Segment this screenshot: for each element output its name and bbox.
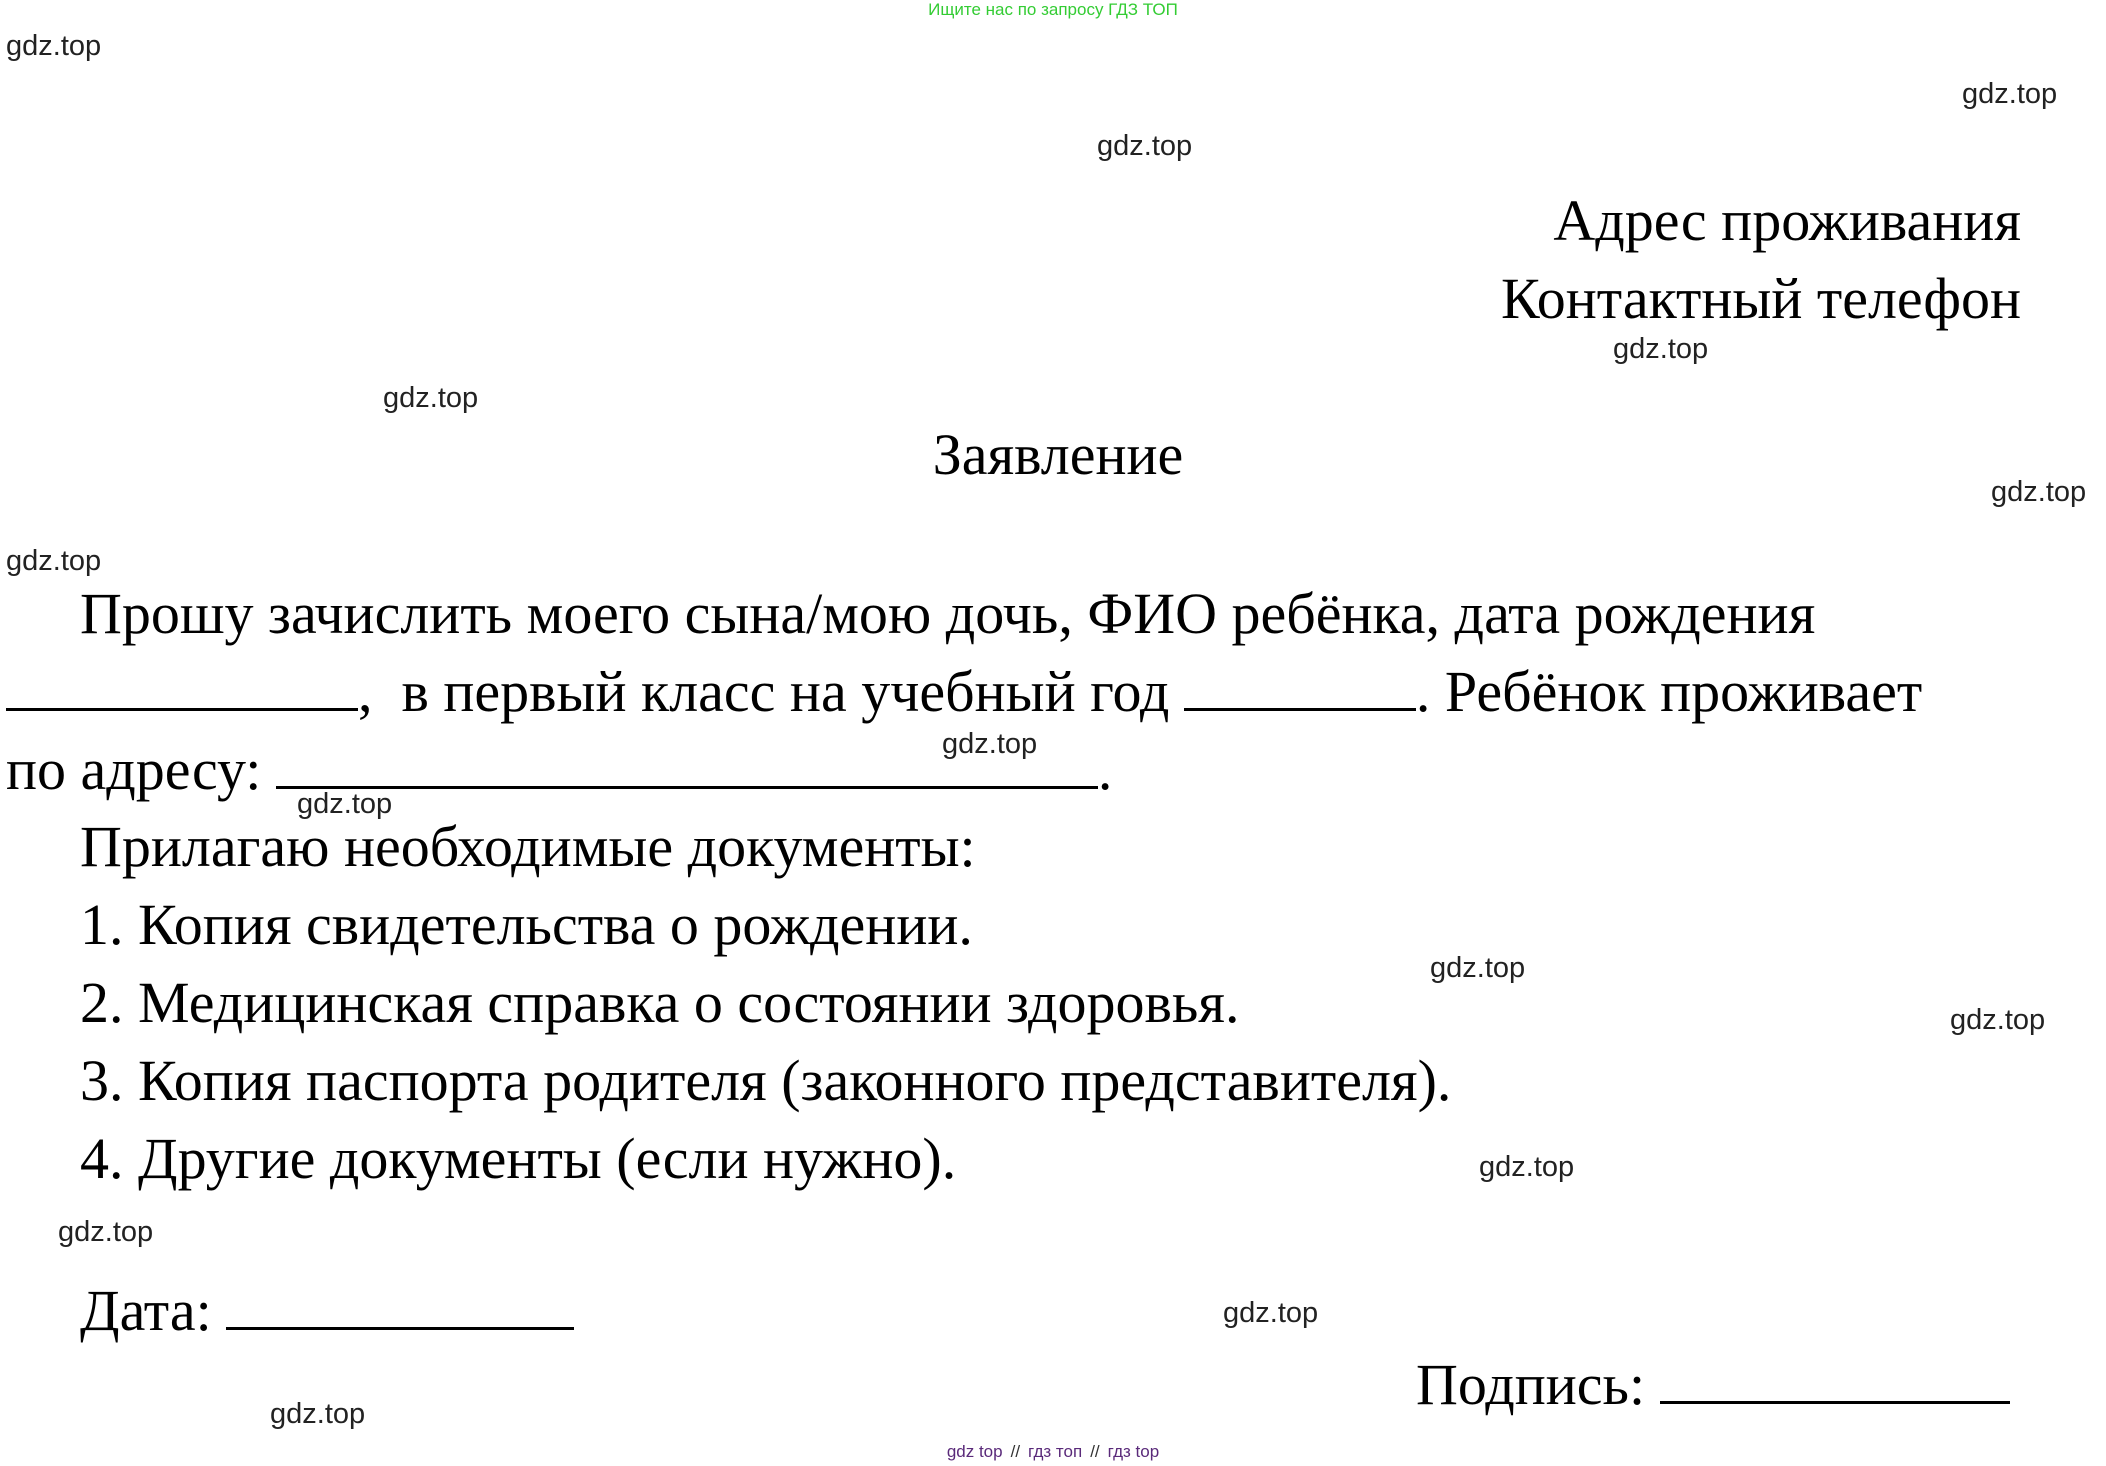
school-year-blank[interactable]	[1184, 664, 1416, 711]
watermark: gdz.top	[6, 30, 102, 62]
body-line-2: , в первый класс на учебный год . Ребёнок проживает	[6, 663, 1922, 721]
watermark: gdz.top	[1479, 1151, 1575, 1183]
signature-line	[1416, 1352, 2010, 1417]
watermark: gdz.top	[383, 382, 479, 414]
attachment-item: 2. Медицинская справка о состоянии здоровья.	[80, 970, 1240, 1035]
attachments-intro: Прилагаю необходимые документы:	[80, 814, 976, 879]
date-label: Дата:	[80, 1278, 212, 1343]
birthdate-blank[interactable]	[6, 664, 358, 711]
body-line-1: Прошу зачислить моего сына/мою дочь, ФИО ребёнка, дата рождения	[80, 581, 1816, 646]
watermark: gdz.top	[1991, 476, 2087, 508]
footer-link[interactable]: гдз топ	[1028, 1442, 1083, 1461]
footer-link[interactable]: gdz top	[946, 1442, 1003, 1461]
address-label: Адрес проживания	[1553, 188, 2021, 253]
phone-label: Контактный телефон	[1500, 266, 2021, 331]
watermark: gdz.top	[1097, 130, 1193, 162]
watermark: gdz.top	[1613, 333, 1709, 365]
date-line	[80, 1278, 574, 1343]
footer-links: gdz top // гдз топ // гдз top	[946, 1442, 1160, 1461]
watermark: gdz.top	[270, 1398, 366, 1430]
footer-link[interactable]: гдз top	[1107, 1442, 1160, 1461]
watermark: gdz.top	[297, 788, 393, 820]
top-banner: Ищите нас по запросу ГДЗ ТОП	[928, 0, 1178, 19]
watermark: gdz.top	[1223, 1297, 1319, 1329]
watermark: gdz.top	[942, 728, 1038, 760]
attachment-item: 3. Копия паспорта родителя (законного представителя).	[80, 1048, 1452, 1113]
address-blank[interactable]	[276, 742, 1098, 789]
date-blank[interactable]	[226, 1283, 574, 1330]
body-line-3: по адресу: .	[6, 737, 1113, 802]
signature-blank[interactable]	[1660, 1357, 2010, 1404]
watermark: gdz.top	[1430, 952, 1526, 984]
watermark: gdz.top	[1962, 78, 2058, 110]
document-title: Заявление	[932, 422, 1184, 487]
watermark: gdz.top	[6, 545, 102, 577]
attachment-item: 4. Другие документы (если нужно).	[80, 1126, 957, 1191]
watermark: gdz.top	[58, 1216, 154, 1248]
signature-label: Подпись:	[1416, 1352, 1646, 1417]
attachment-item: 1. Копия свидетельства о рождении.	[80, 892, 973, 957]
watermark: gdz.top	[1950, 1004, 2046, 1036]
